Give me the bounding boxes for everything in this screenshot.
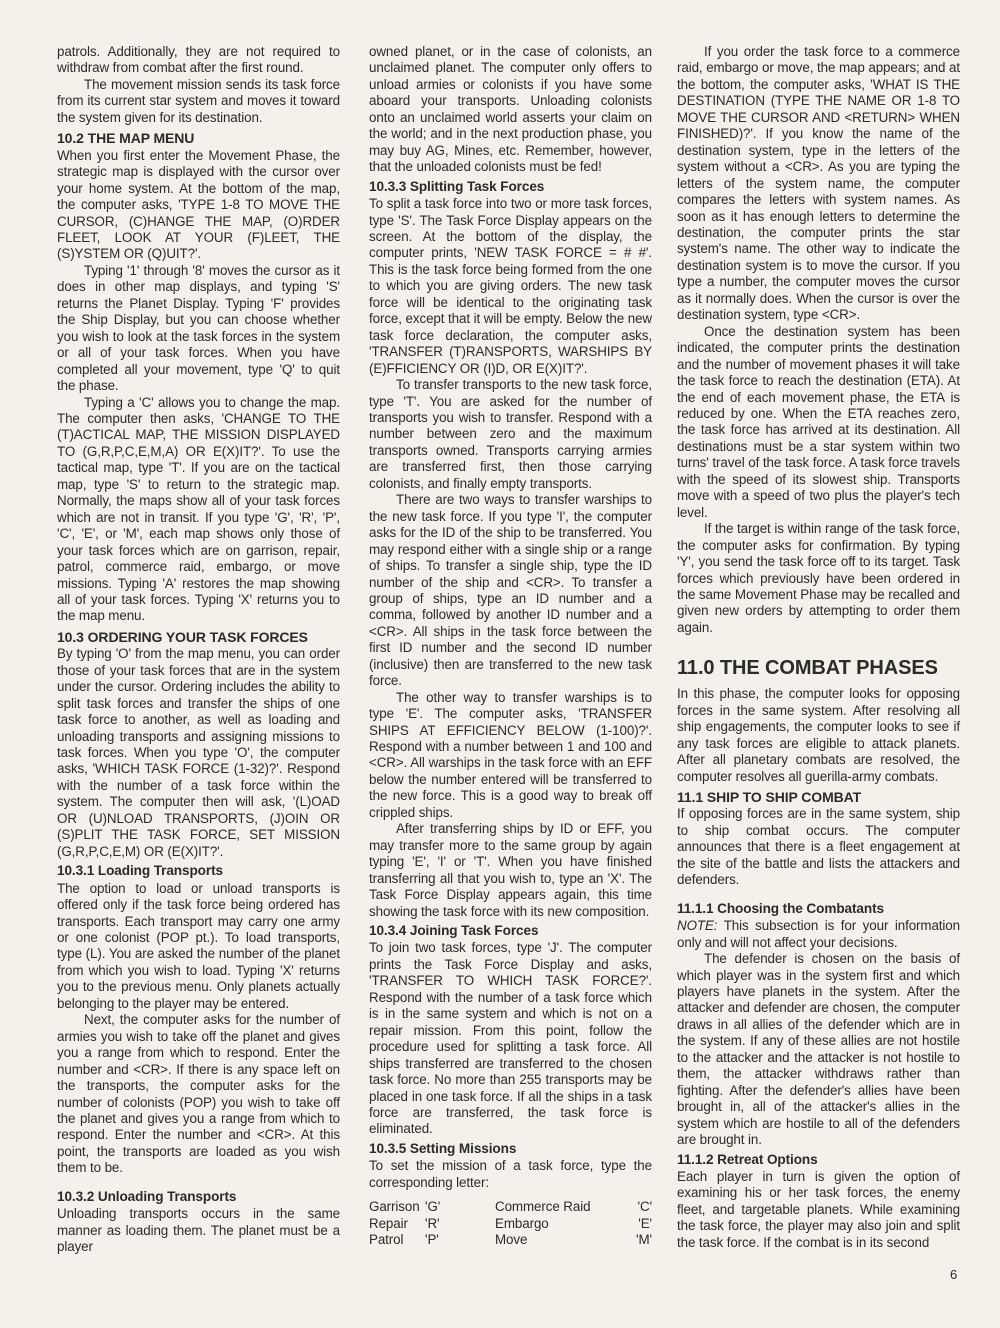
mission-table [369, 1199, 652, 1248]
mission-key: 'P' [425, 1232, 439, 1248]
paragraph: patrols. Additionally, they are not required to withdraw from combat after the first round. [57, 44, 340, 76]
subsection-heading-11-1-1: 11.1.1 Choosing the Combatants [677, 900, 884, 916]
paragraph: Next, the computer asks for the number of armies you wish to take off the planet and gives you a range from which to respond. Enter the number and <CR>. If there is any space left on the transports, the computer asks for the number of colonists (POP) you wish to take off the planet and gives you a range from which to respond. Enter the number and <CR>. At this point, the transports are loaded as you wish them to be. [57, 1012, 340, 1176]
paragraph: The movement mission sends its task force from its current star system and moves it toward the system given for its destination. [57, 76, 340, 125]
mission-name: Garrison [369, 1199, 420, 1215]
subsection-heading-10-3-3: 10.3.3 Splitting Task Forces [369, 178, 545, 194]
subsection-heading-10-3-2: 10.3.2 Unloading Transports [57, 1188, 237, 1204]
paragraph: The option to load or unload transports is offered only if the task force being ordered has transports. Each transport may carry one army or one colonist (POP pt.). To load transports, type (L). You are asked the number of the planet from which you wish to load. Typing 'X' returns you to the previous menu. Only planets actually belonging to the player may be entered. [57, 880, 340, 1011]
note-label: NOTE: [677, 918, 718, 934]
table-row [369, 1216, 652, 1232]
column-middle [369, 44, 652, 1249]
note-text: This subsection is for your information only and will not affect your decisions. [677, 918, 960, 950]
column-left [57, 44, 340, 1256]
paragraph: When you first enter the Movement Phase, the strategic map is displayed with the cursor over your home system. At the bottom of the map, the computer asks, 'TYPE 1-8 TO MOVE THE CURSOR, (C)HANGE THE MAP, (O)RDER FLEET, LOOK AT YOUR (F)LEET, THE (S)YSTEM OR (Q)UIT?'. [57, 147, 340, 262]
paragraph: After transferring ships by ID or EFF, you may transfer more to the same group by again typing 'E', 'I' or 'T'. When you have finished transferring all that you wish to, type an 'X'. The Task Force Display appears again, this time showing the task force with its new composition. [369, 821, 652, 919]
table-row [369, 1232, 652, 1248]
paragraph: Typing a 'C' allows you to change the map. The computer then asks, 'CHANGE TO THE (T)ACTICAL MAP, THE MISSION DISPLAYED TO (G,R,P,C,E,M,A) OR E(X)IT?'. To use the tactical map, type 'T'. If you are on the tactical map, type 'S' to return to the strategic map. Normally, the maps show all of your task forces which are not in transit. If you type 'G', 'R', 'P', 'C', 'E', or 'M', each map shows only those of your task forces which are on garrison, repair, patrol, commerce raid, embargo, or move missions. Typing 'A' restores the map showing all of your task forces. Typing 'X' returns you to the map menu. [57, 394, 340, 624]
paragraph: To split a task force into two or more task forces, type 'S'. The Task Force Display appears on the screen. At the bottom of the display, the computer prints, 'NEW TASK FORCE = # #'. This is the task force being formed from the one to which you are giving orders. The new task force will be identical to the originating task force, except that it will be empty. Below the new task force declaration, the computer asks, 'TRANSFER (T)RANSPORTS, WARSHIPS BY (E)FFICIENCY OR (I)D, OR E(X)IT?'. [369, 196, 652, 376]
section-heading-11-1: 11.1 SHIP TO SHIP COMBAT [677, 789, 862, 806]
paragraph: There are two ways to transfer warships to the new task force. If you type 'I', the computer asks for the ID of the ship to be transferred. You may respond either with a single ship or a range of ships. To transfer a single ship, type the ID number of the ship and <CR>. To transfer a group of ships, type an ID number and a comma, followed by another ID number and a <CR>. All ships in the task force between the first ID number and the second ID number (inclusive) then are transferred to the new task force. [369, 492, 652, 689]
mission-key: 'C' [637, 1199, 652, 1215]
chapter-heading-11-0: 11.0 THE COMBAT PHASES [677, 657, 938, 680]
note-paragraph [677, 918, 960, 951]
paragraph: If opposing forces are in the same system, ship to ship combat occurs. The computer announces that there is a fleet engagement at the site of the battle and lists the attackers and defenders. [677, 806, 960, 888]
paragraph: The defender is chosen on the basis of which player was in the system first and which players have planets in the system. After the attacker and defender are chosen, the computer draws in all allies of the defender which are in the system. If any of these allies are not hostile to the attacker and the attacker is not hostile to them, the attacker withdraws rather than fighting. After the defender's allies have been brought in, all of the attacker's allies in the system which are hostile to all of the defenders are brought in. [677, 951, 960, 1148]
paragraph: By typing 'O' from the map menu, you can order those of your task forces that are in the system under the cursor. Ordering includes the ability to split task forces and transfer the ships of one task force to another, as well as loading and unloading transports and assigning missions to task forces. When you type 'O', the computer asks, 'WHICH TASK FORCE (1-32)?'. Respond with the number of a task force within the system. The computer then will ask, '(L)OAD OR (U)NLOAD TRANSPORTS, (J)OIN OR (S)PLIT THE TASK FORCE, SET MISSION (G,R,P,C,E,M) OR (E(X)IT?'. [57, 646, 340, 859]
section-heading-10-3: 10.3 ORDERING YOUR TASK FORCES [57, 628, 308, 645]
mission-key: 'G' [425, 1199, 441, 1215]
paragraph: Each player in turn is given the option of examining his or her task forces, the enemy fleet, and targetable planets. While examining the task force, the player may also join and split the task force. If the combat is in its second [677, 1169, 960, 1250]
page-number: 6 [950, 1267, 958, 1282]
paragraph: To set the mission of a task force, type the corresponding letter: [369, 1158, 652, 1190]
paragraph: To transfer transports to the new task force, type 'T'. You are asked for the number of transports you wish to transfer. Respond with a number between zero and the maximum transports owned. Transports carrying armies are transferred first, then those carrying colonists, and finally empty transports. [369, 377, 652, 491]
section-heading-10-2: 10.2 THE MAP MENU [57, 130, 195, 147]
mission-key: 'R' [425, 1215, 440, 1231]
paragraph: owned planet, or in the case of colonists, an unclaimed planet. The computer only offers to unload armies or colonists if you have some aboard your transports. Unloading colonists onto an unclaimed world asserts your claim on the world; and in the next production phase, you may buy AG, Mines, etc. Remember, however, that the unloaded colonists must be fed! [369, 44, 652, 175]
table-row [369, 1199, 652, 1215]
paragraph: In this phase, the computer looks for opposing forces in the same system. After resolving all ship engagements, the computer looks to see if any task forces are eligible to attack planets. After all planetary combats are resolved, the computer resolves all guerilla-army combats. [677, 686, 960, 784]
mission-name: Move [495, 1232, 528, 1248]
paragraph: Unloading transports occurs in the same manner as loading them. The planet must be a player [57, 1206, 340, 1255]
paragraph: Typing '1' through '8' moves the cursor as it does in other map displays, and typing 'S' returns the Planet Display. Typing 'F' provides the Ship Display, but you can choose whether you wish to look at the task forces in the system or all of your task forces. When you have completed all your movement, type 'Q' to quit the phase. [57, 262, 340, 394]
subsection-heading-10-3-4: 10.3.4 Joining Task Forces [369, 923, 539, 939]
column-right [677, 44, 960, 1251]
mission-name: Commerce Raid [495, 1199, 591, 1215]
mission-name: Embargo [495, 1215, 549, 1231]
subsection-heading-11-1-2: 11.1.2 Retreat Options [677, 1151, 818, 1167]
paragraph: If you order the task force to a commerce raid, embargo or move, the map appears; and at the bottom, the computer asks, 'WHAT IS THE DESTINATION (TYPE THE NAME OR 1-8 TO MOVE THE CURSOR AND <RETURN> WHEN FINISHED)?'. If you know the name of the destination system, type in the letters of the system without a <CR>. As you are typing the letters of the system name, the computer compares the letters with system names. As soon as it has enough letters to determine the destination, the computer prints the star system's name. The other way to indicate the destination system is to move the cursor. If you type a number, the computer moves the cursor as it normally does. When the cursor is over the destination system, type <CR>. [677, 44, 960, 323]
paragraph: If the target is within range of the task force, the computer asks for confirmation. By typing 'Y', you send the task force off to its target. Task forces which previously have been ordered in the same Movement Phase may be recalled and given new orders by attempting to order them again. [677, 521, 961, 635]
mission-key: 'E' [638, 1215, 652, 1231]
mission-name: Patrol [369, 1232, 404, 1248]
subsection-heading-10-3-5: 10.3.5 Setting Missions [369, 1140, 517, 1156]
paragraph: Once the destination system has been indicated, the computer prints the destination and the number of movement phases it will take the task force to reach the destination (ETA). At the end of each movement phase, the ETA is reduced by one. When the ETA reaches zero, the task force has arrived at its destination. All destinations must be a star system within two turns' travel of the task force. A task force travels with the speed of its slowest ship. Transports move with a speed of two plus the player's tech level. [677, 323, 960, 520]
subsection-heading-10-3-1: 10.3.1 Loading Transports [57, 863, 223, 879]
mission-key: 'M' [636, 1232, 652, 1248]
paragraph: To join two task forces, type 'J'. The computer prints the Task Force Display and asks, 'TRANSFER TO WHICH TASK FORCE?'. Respond with the number of a task force which is in the same system and which is not on a repair mission. From this point, follow the procedure used for splitting a task force. All ships transferred are transferred to the chosen task force. No more than 255 transports may be placed in one task force. If all the ships in a task force are transferred, the task force is eliminated. [369, 940, 652, 1137]
mission-name: Repair [369, 1215, 408, 1231]
paragraph: The other way to transfer warships is to type 'E'. The computer asks, 'TRANSFER SHIPS AT EFFICIENCY BELOW (1-100)?'. Respond with a number between 1 and 100 and <CR>. All warships in the task force with an EFF below the number entered will be transferred to the new force. This is a good way to break off crippled ships. [369, 689, 652, 820]
